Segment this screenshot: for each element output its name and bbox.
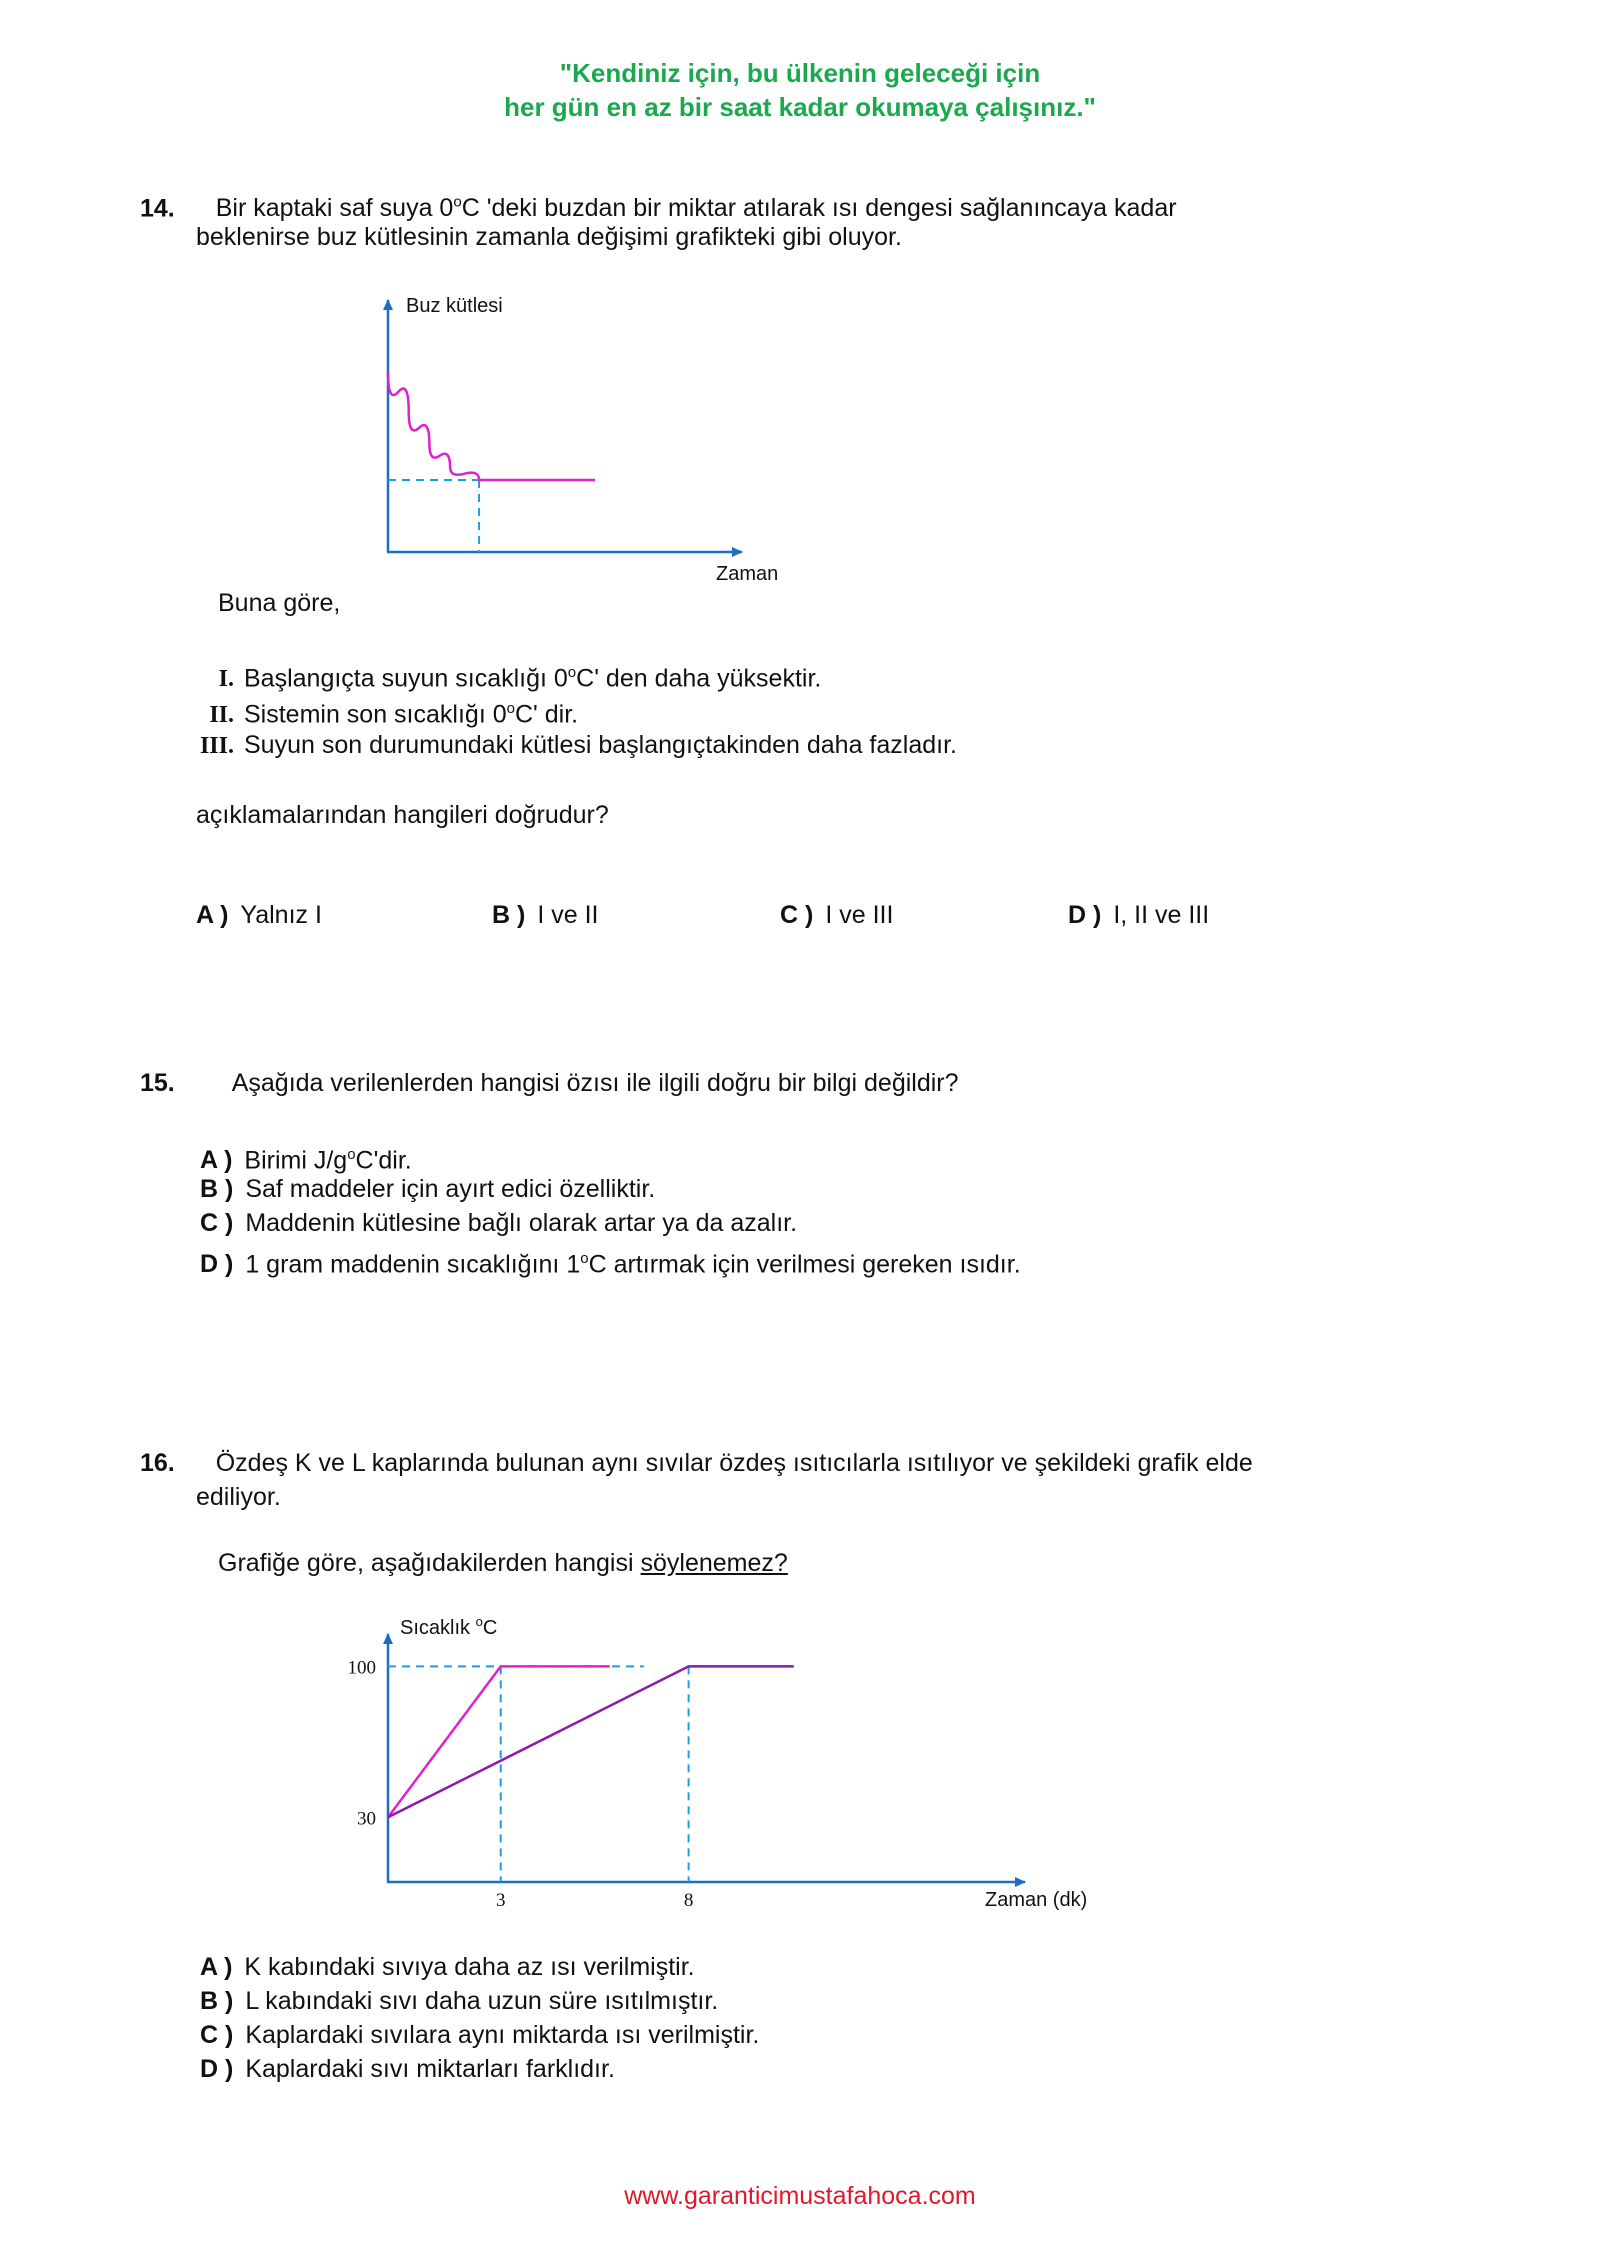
question-text: Bir kaptaki saf suya 0$^o$C 'deki buzdan bir miktar atılarak ısı dengesi sağlanıncaya kadar — [215, 194, 1177, 223]
y-axis-label: Buz kütlesi — [406, 295, 503, 317]
question-16 — [140, 1446, 1253, 1480]
series-line-2 — [388, 1666, 794, 1817]
option-d[interactable]: D ) 1 gram maddenin sıcaklığını 1$^o$C artırmak için verilmesi gereken ısıdır. — [200, 1250, 1021, 1279]
x-axis-label: Zaman (dk) — [985, 1889, 1088, 1911]
y-tick-100: 100 — [347, 1657, 376, 1679]
question-ask: açıklamalarından hangileri doğrudur? — [196, 801, 609, 829]
x-tick-8: 8 — [683, 1890, 694, 1911]
ice-mass-line — [388, 372, 595, 480]
motto-line-2: her gün en az bir saat kadar okumaya çalışınız." — [504, 92, 1096, 122]
lead-text: Grafiğe göre, aşağıdakilerden hangisi söylenemez? — [218, 1549, 788, 1577]
option-list-16 — [200, 1950, 759, 2086]
statement-3: III. Suyun son durumundaki kütlesi başlangıçtakinden daha fazladır. — [196, 728, 957, 764]
option-c[interactable]: C ) I ve III — [780, 901, 894, 929]
question-number: 16. — [140, 1449, 175, 1477]
option-a[interactable]: A ) K kabındaki sıvıya daha az ısı verilmiştir. — [200, 1953, 695, 1981]
y-tick-30: 30 — [357, 1808, 376, 1830]
question-text: Özdeş K ve L kaplarında bulunan aynı sıvılar özdeş ısıtıcılarla ısıtılıyor ve şekildeki grafik elde — [215, 1449, 1253, 1477]
motto-line-1: "Kendiniz için, bu ülkenin geleceği için — [559, 58, 1041, 88]
statement-2: II. Sistemin son sıcaklığı 0$^o$C' dir. — [196, 692, 957, 728]
question-number: 15. — [140, 1069, 175, 1097]
statement-1: I. Başlangıçta suyun sıcaklığı 0$^o$C' den daha yüksektir. — [196, 656, 957, 692]
option-d[interactable]: D ) Kaplardaki sıvı miktarları farklıdır. — [200, 2055, 615, 2083]
underlined-keyword: söylenemez? — [640, 1549, 788, 1577]
series-line-1 — [388, 1666, 610, 1817]
roman-numeral: III. — [199, 733, 234, 759]
roman-numeral: I. — [218, 666, 234, 693]
roman-numeral: II. — [209, 702, 234, 729]
footer-url[interactable]: www.garanticimustafahoca.com — [624, 2182, 976, 2210]
x-tick-3: 3 — [495, 1890, 506, 1911]
option-list-15 — [200, 1138, 1021, 1279]
option-a[interactable]: A ) Yalnız I — [196, 901, 322, 929]
option-c[interactable]: C ) Kaplardaki sıvılara aynı miktarda ısı verilmiştir. — [200, 2021, 760, 2049]
question-15 — [140, 1066, 959, 1100]
statement-list — [196, 656, 957, 764]
question-text: Aşağıda verilenlerden hangisi özısı ile ilgili doğru bir bilgi değildir? — [231, 1069, 959, 1097]
question-text-line-2: ediliyor. — [196, 1483, 281, 1511]
question-text-line-2: beklenirse buz kütlesinin zamanla değişimi grafikteki gibi oluyor. — [196, 223, 902, 251]
option-d[interactable]: D ) I, II ve III — [1068, 901, 1210, 929]
temperature-chart — [330, 1600, 1130, 1930]
lead-text: Buna göre, — [218, 589, 341, 617]
x-axis-label: Zaman — [716, 563, 779, 585]
question-number: 14. — [140, 194, 175, 223]
option-a[interactable]: A ) Birimi $J/g^oC'dir$. — [200, 1146, 412, 1175]
option-b[interactable]: B ) I ve II — [492, 901, 599, 929]
y-axis-label: Sıcaklık $^o$C — [400, 1614, 498, 1639]
option-b[interactable]: B ) Saf maddeler için ayırt edici özelliktir. — [200, 1175, 656, 1203]
ice-mass-chart — [330, 280, 830, 600]
option-b[interactable]: B ) L kabındaki sıvı daha uzun süre ısıtılmıştır. — [200, 1987, 719, 2015]
option-c[interactable]: C ) Maddenin kütlesine bağlı olarak artar ya da azalır. — [200, 1209, 798, 1237]
